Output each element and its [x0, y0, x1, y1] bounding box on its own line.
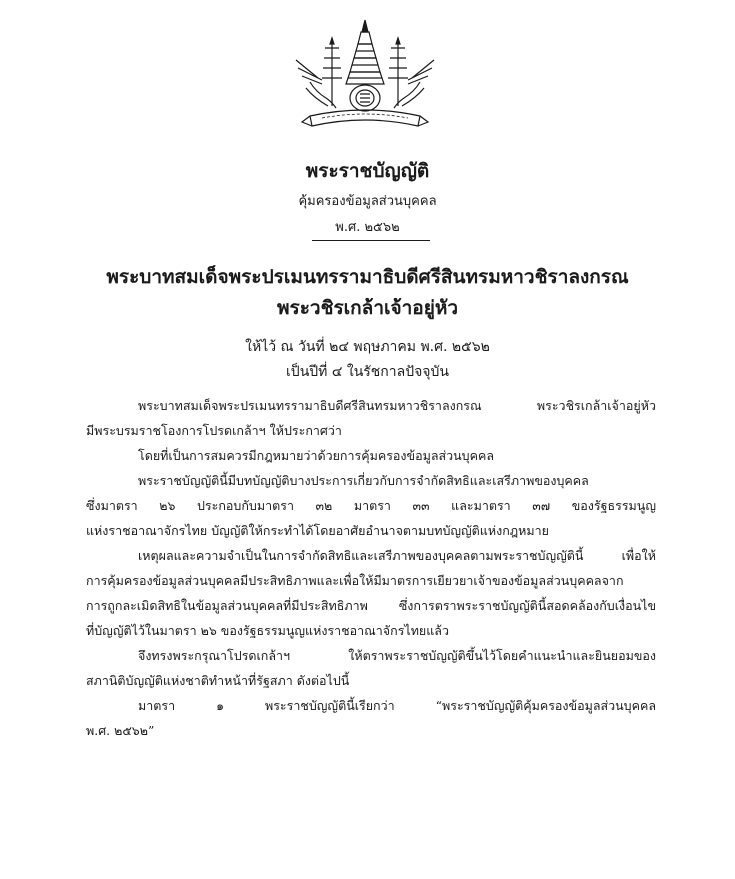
- given-date: ให้ไว้ ณ วันที่ ๒๔ พฤษภาคม พ.ศ. ๒๕๖๒: [245, 339, 490, 355]
- section-1-line-2: พ.ศ. ๒๕๖๒”: [86, 723, 155, 738]
- document-year: พ.ศ. ๒๕๖๒: [335, 220, 400, 235]
- document-subtitle: คุ้มครองข้อมูลส่วนบุคคล: [298, 194, 437, 209]
- document-title: พระราชบัญญัติ: [305, 160, 430, 182]
- paragraph-4-line-4: ที่บัญญัติไว้ในมาตรา ๒๖ ของรัฐธรรมนูญแห่งราชอาณาจักรไทยแล้ว: [86, 623, 449, 638]
- paragraph-3-line-2: ซึ่งมาตรา ๒๖ ประกอบกับมาตรา ๓๒ มาตรา ๓๓ และมาตรา ๓๗ ของรัฐธรรมนูญ: [86, 498, 656, 513]
- paragraph-3-line-3: แห่งราชอาณาจักรไทย บัญญัติให้กระทำได้โดยอาศัยอำนาจตามบทบัญญัติแห่งกฎหมาย: [86, 523, 549, 538]
- paragraph-4-line-1: เหตุผลและความจำเป็นในการจำกัดสิทธิและเสรีภาพของบุคคลตามพระราชบัญญัตินี้ เพื่อให้: [138, 548, 656, 563]
- king-name-line-1: พระบาทสมเด็จพระปรเมนทรรามาธิบดีศรีสินทรมหาวชิราลงกรณ: [106, 266, 629, 288]
- document-body: [86, 393, 656, 743]
- paragraph-5-line-1: จึงทรงพระกรุณาโปรดเกล้าฯ ให้ตราพระราชบัญญัติขึ้นไว้โดยคำแนะนำและยินยอมของ: [138, 648, 656, 663]
- section-1-line-1: มาตรา ๑ พระราชบัญญัตินี้เรียกว่า “พระราชบัญญัติคุ้มครองข้อมูลส่วนบุคคล: [138, 698, 656, 713]
- royal-emblem-icon: [292, 18, 438, 130]
- paragraph-1-line-1: พระบาทสมเด็จพระปรเมนทรรามาธิบดีศรีสินทรมหาวชิราลงกรณ พระวชิรเกล้าเจ้าอยู่หัว: [138, 398, 656, 413]
- title-divider: [312, 240, 430, 241]
- paragraph-2: โดยที่เป็นการสมควรมีกฎหมายว่าด้วยการคุ้มครองข้อมูลส่วนบุคคล: [138, 448, 494, 463]
- paragraph-1-line-2: มีพระบรมราชโองการโปรดเกล้าฯ ให้ประกาศว่า: [86, 423, 342, 438]
- king-name-line-2: พระวชิรเกล้าเจ้าอยู่หัว: [276, 297, 459, 319]
- paragraph-3-line-1: พระราชบัญญัตินี้มีบทบัญญัติบางประการเกี่ยวกับการจำกัดสิทธิและเสรีภาพของบุคคล: [138, 473, 589, 488]
- paragraph-5-line-2: สภานิติบัญญัติแห่งชาติทำหน้าที่รัฐสภา ดังต่อไปนี้: [86, 673, 350, 688]
- paragraph-4-line-3: การถูกละเมิดสิทธิในข้อมูลส่วนบุคคลที่มีประสิทธิภาพ ซึ่งการตราพระราชบัญญัตินี้สอดคล้องกับเงื่อนไข: [86, 598, 656, 613]
- paragraph-4-line-2: การคุ้มครองข้อมูลส่วนบุคคลมีประสิทธิภาพและเพื่อให้มีมาตรการเยียวยาเจ้าของข้อมูลส่วนบุคคลจาก: [86, 573, 624, 588]
- reign-year: เป็นปีที่ ๔ ในรัชกาลปัจจุบัน: [286, 364, 449, 380]
